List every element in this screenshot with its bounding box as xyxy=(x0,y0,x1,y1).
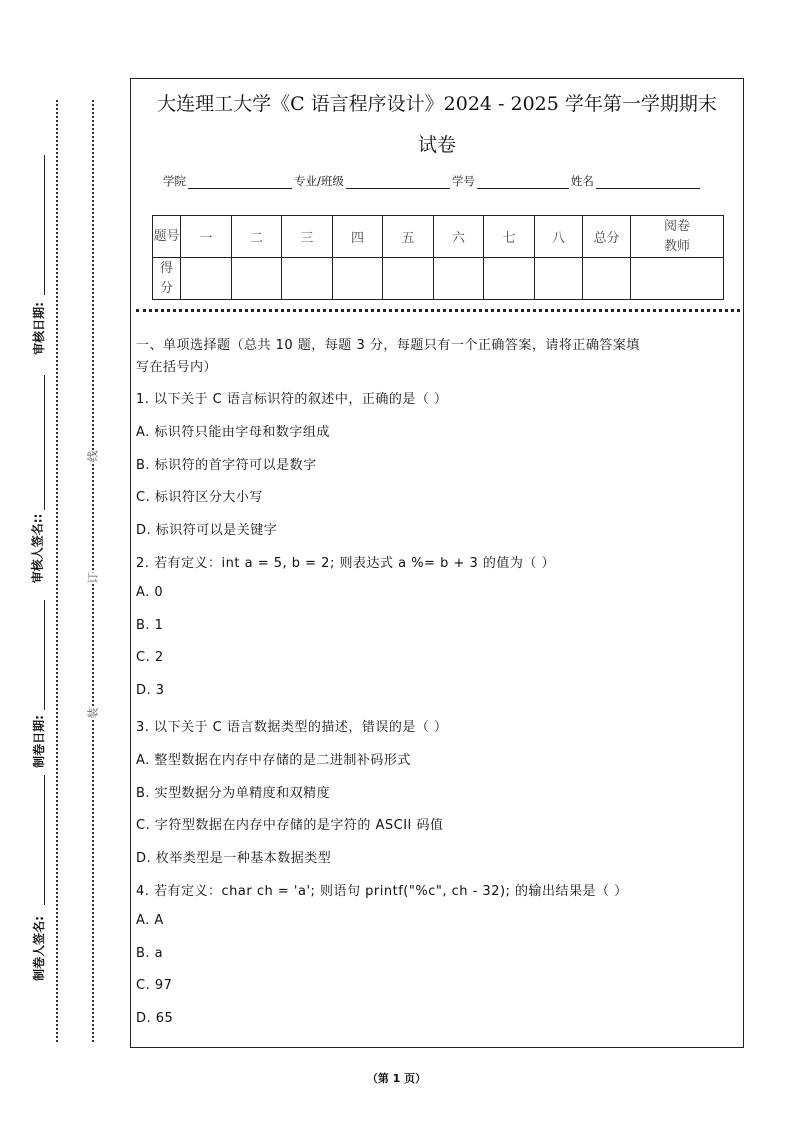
dotted-separator xyxy=(136,309,740,312)
score-cell[interactable] xyxy=(535,258,583,300)
question-option: A. 标识符只能由字母和数字组成 xyxy=(136,425,330,440)
question-stem: 3. 以下关于 C 语言数据类型的描述，错误的是（ ） xyxy=(136,720,448,735)
name-field[interactable] xyxy=(596,175,700,189)
section-heading: 一、单项选择题（总共 10 题，每题 3 分，每题只有一个正确答案，请将正确答案填 xyxy=(136,338,640,353)
question-option: D. 3 xyxy=(136,683,165,698)
binding-mark-bind: 订 xyxy=(86,572,100,584)
maker-sign-label: 制卷人签名: xyxy=(31,916,46,981)
question-stem: 4. 若有定义：char ch = 'a'; 则语句 printf("%c", ch - 32); 的输出结果是（ ） xyxy=(136,884,628,899)
header-cell: 八 xyxy=(535,216,583,258)
question-option: D. 65 xyxy=(136,1011,174,1026)
question-option: C. 标识符区分大小写 xyxy=(136,490,263,505)
header-cell: 总分 xyxy=(583,216,631,258)
make-date-underline xyxy=(44,600,45,710)
binding-dotted-line-inner xyxy=(92,100,94,1042)
reviewer-sign-underline xyxy=(44,375,45,510)
score-table-header-row xyxy=(153,216,724,258)
major-class-field[interactable] xyxy=(346,175,450,189)
review-date-label: 审核日期: xyxy=(31,302,46,355)
header-cell: 一 xyxy=(181,216,232,258)
header-cell: 三 xyxy=(282,216,333,258)
student-id-field[interactable] xyxy=(477,175,569,189)
question-option: B. 实型数据分为单精度和双精度 xyxy=(136,786,331,801)
make-date-label: 制卷日期: xyxy=(31,715,46,768)
major-class-label: 专业/班级 xyxy=(294,174,344,188)
score-cell[interactable] xyxy=(282,258,333,300)
score-cell[interactable] xyxy=(181,258,232,300)
question-option: C. 字符型数据在内存中存储的是字符的 ASCII 码值 xyxy=(136,818,444,833)
question-option: A. 整型数据在内存中存储的是二进制补码形式 xyxy=(136,753,411,768)
score-table xyxy=(152,215,724,300)
question-option: C. 97 xyxy=(136,978,173,993)
section-heading-line2: 写在括号内） xyxy=(136,360,218,375)
question-stem: 1. 以下关于 C 语言标识符的叙述中，正确的是（ ） xyxy=(136,392,448,407)
score-cell[interactable] xyxy=(434,258,484,300)
question-option: D. 枚举类型是一种基本数据类型 xyxy=(136,851,332,866)
question-option: B. 标识符的首字符可以是数字 xyxy=(136,458,317,473)
name-label: 姓名 xyxy=(570,174,594,188)
score-cell[interactable] xyxy=(383,258,434,300)
score-row-label: 得分 xyxy=(153,258,181,300)
question-option: A. 0 xyxy=(136,585,164,600)
header-cell: 七 xyxy=(484,216,535,258)
question-stem: 2. 若有定义：int a = 5, b = 2; 则表达式 a %= b + 3 的值为（ ） xyxy=(136,556,556,571)
header-cell: 四 xyxy=(333,216,383,258)
header-cell: 六 xyxy=(434,216,484,258)
student-info-line xyxy=(163,173,702,189)
college-label: 学院 xyxy=(163,174,186,188)
reviewer-sign-label: 审核人签名:: xyxy=(30,513,45,584)
score-cell[interactable] xyxy=(333,258,383,300)
score-table-score-row xyxy=(153,258,724,300)
maker-sign-underline xyxy=(44,775,45,905)
header-cell: 二 xyxy=(232,216,282,258)
binding-mark-install: 装 xyxy=(86,707,100,719)
header-cell: 题号 xyxy=(153,216,181,258)
question-option: B. a xyxy=(136,946,164,961)
binding-mark-line: 线 xyxy=(86,450,100,462)
exam-title: 大连理工大学《C 语言程序设计》2024 - 2025 学年第一学期期末 xyxy=(157,93,717,115)
score-cell[interactable] xyxy=(232,258,282,300)
page-number: （第 1 页） xyxy=(366,1072,427,1085)
header-cell: 五 xyxy=(383,216,434,258)
header-cell: 阅卷教师 xyxy=(631,216,724,258)
question-option: C. 2 xyxy=(136,650,164,665)
score-cell[interactable] xyxy=(631,258,724,300)
question-option: B. 1 xyxy=(136,618,164,633)
question-option: D. 标识符可以是关键字 xyxy=(136,523,278,538)
score-cell[interactable] xyxy=(484,258,535,300)
review-date-underline xyxy=(44,155,45,295)
score-cell[interactable] xyxy=(583,258,631,300)
binding-dotted-line-outer xyxy=(56,100,58,1042)
college-field[interactable] xyxy=(188,175,292,189)
question-option: A. A xyxy=(136,913,164,928)
student-id-label: 学号 xyxy=(451,174,475,188)
exam-title-line2: 试卷 xyxy=(417,134,456,156)
